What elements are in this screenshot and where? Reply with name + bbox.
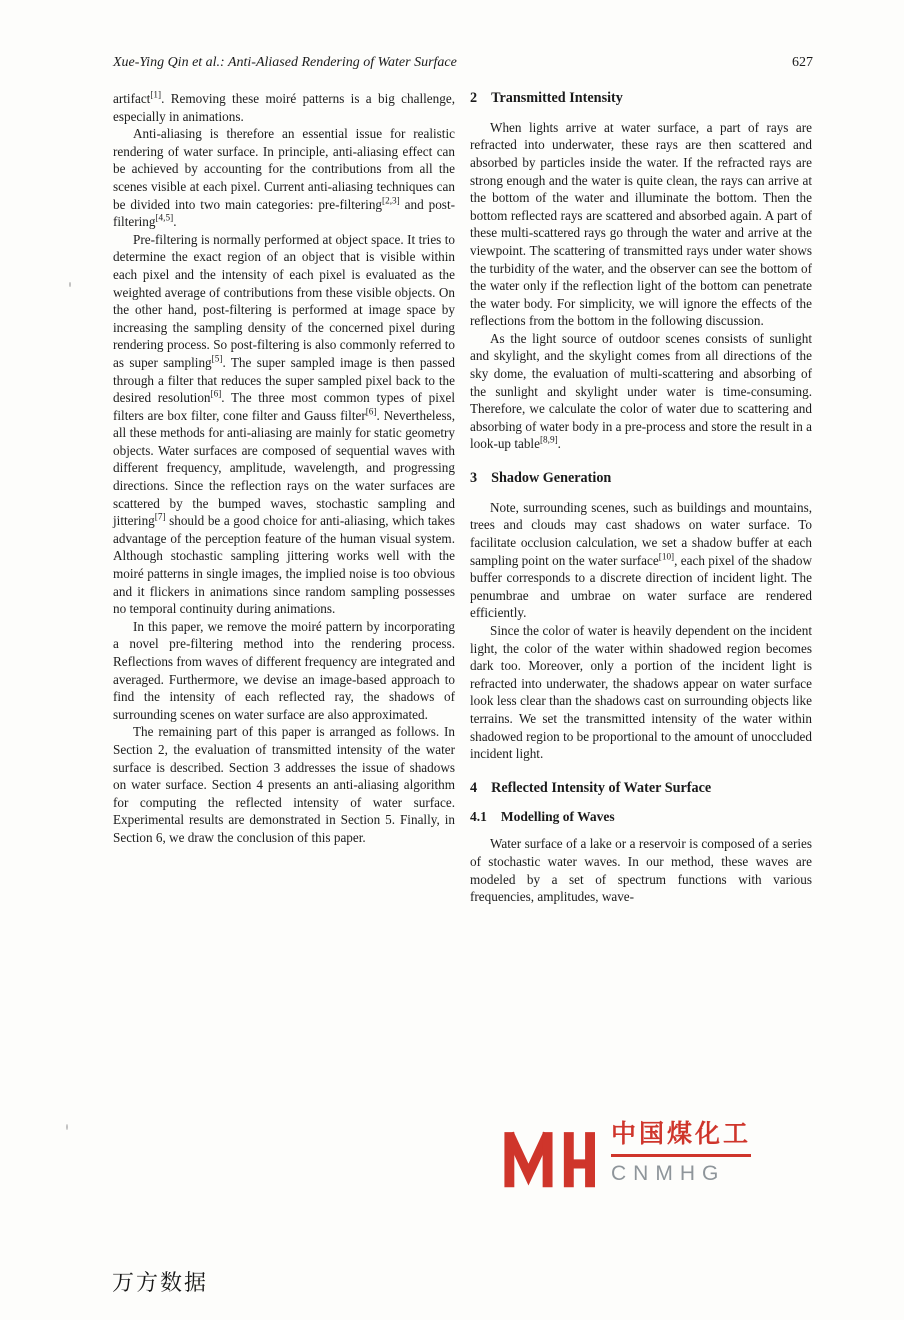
- logo-text-block: [611, 1120, 751, 1184]
- paragraph: Water surface of a lake or a reservoir is composed of a series of stochastic water waves. In our method, these waves are modeled by a set of spectrum functions with various frequencies, amplitudes, wave-: [470, 836, 812, 905]
- right-column: [470, 90, 812, 906]
- wanfang-watermark: 万方数据: [112, 1271, 209, 1296]
- page-number: 627: [792, 55, 813, 70]
- two-column-body: [113, 90, 813, 906]
- coal-chem-logo-icon: [503, 1120, 595, 1198]
- paragraph: The remaining part of this paper is arranged as follows. In Section 2, the evaluation of transmitted intensity of the water surface is described. Section 3 addresses the issue of shadows on water surface. Section 4 presents an anti-aliasing algorithm for computing the reflected intensity of water surface. Experimental results are demonstrated in Section 5. Finally, in Section 6, we draw the conclusion of this paper.: [113, 724, 455, 845]
- logo-latin-text: CNMHG: [611, 1161, 726, 1185]
- paragraph: Pre-filtering is normally performed at object space. It tries to determine the exact region of an object that is visible within each pixel and the intensity of each pixel is evaluated as the weighted average of contributions from these visible objects. On the other hand, post-filtering is performed at image space by increasing the sampling density of the concerned pixel during rendering process. So post-filtering is also commonly referred to as super sampling[5]. The super sampled image is then passed through a filter that reduces the super sampled pixel back to the desired resolution[6]. The three most common types of pixel filters are box filter, cone filter and Gauss filter[6]. Nevertheless, all these methods for anti-aliasing are mainly for static geometry objects. Water surfaces are composed of sequential waves with different frequency, amplitude, wavelength, and progressing directions. Since the reflection rays on the water surfaces are scattered by the bumped waves, stochastic sampling and jittering[7] should be a good choice for anti-aliasing, which takes advantage of the perception feature of the human visual system. Although stochastic sampling jittering works well with the moiré patterns in single images, the implied noise is too obvious and it flickers in animations since random sampling possesses no temporal continuity during animations.: [113, 231, 455, 617]
- paragraph: When lights arrive at water surface, a part of rays are refracted into underwater, these rays are then scattered and absorbed by particles inside the water. If the refracted rays are strong enough and the water is quite clean, the rays can arrive at the bottom of the water and illuminate the bottom. Then the bottom reflected rays are scattered and absorbed again. A part of these multi-scattered rays go through the water and arrive at the viewpoint. The scattering of transmitted rays under water shows the turbidity of the water, and the observer can see the bottom of the water only if the reflection light of the bottom can penetrate the water body. For simplicity, we will ignore the effects of the reflections from the bottom in the following discussion.: [470, 119, 812, 329]
- publisher-logo: [503, 1120, 751, 1198]
- running-header: [113, 56, 813, 70]
- running-title: Xue-Ying Qin et al.: Anti-Aliased Rendering of Water Surface: [113, 55, 457, 70]
- paragraph: As the light source of outdoor scenes consists of sunlight and skylight, and the skylight comes from all directions of the sky dome, the evaluation of multi-scattering and absorbing of the sunlight and skylight under water is time-consuming. Therefore, we calculate the color of water due to scattering and absorbing of water body in a pre-process and store the result in a look-up table[8,9].: [470, 330, 812, 452]
- paragraph: In this paper, we remove the moiré pattern by incorporating a novel pre-filtering method into the rendering process. Reflections from waves of different frequency are integrated and averaged. Furthermore, we devise an image-based approach to find the intensity of each reflected ray, the shadows of surrounding scenes on water surface are also approximated.: [113, 618, 455, 722]
- scan-speck: [66, 1124, 68, 1130]
- section-heading: 2 Transmitted Intensity: [470, 90, 623, 106]
- section-heading: 4 Reflected Intensity of Water Surface: [470, 779, 712, 796]
- paragraph: artifact[1]. Removing these moiré patterns is a big challenge, especially in animations.: [113, 89, 455, 124]
- left-column: [113, 90, 455, 906]
- paragraph: Note, surrounding scenes, such as buildings and mountains, trees and clouds may cast shadows on water surface. To facilitate occlusion calculation, we set a shadow buffer at each sampling point on the water surface[10], each pixel of the shadow buffer corresponds to a discrete direction of incident light. The penumbrae and umbrae on water surface are rendered efficiently.: [470, 499, 812, 621]
- logo-chinese-text: 中国煤化工: [611, 1120, 751, 1157]
- section-heading: 3 Shadow Generation: [470, 470, 612, 487]
- scan-speck: [69, 282, 71, 287]
- paragraph: Since the color of water is heavily dependent on the incident light, the color of the water within shadowed region becomes dark too. Moreover, only a portion of the incident light is refracted into underwater, the shadows appear on water surface look less clear than the shadows cast on surrounding objects like terrains. We set the transmitted intensity of the water within shadowed region to be proportional to the amount of unoccluded incident light.: [470, 622, 812, 762]
- subsection-heading: 4.1 Modelling of Waves: [470, 809, 615, 825]
- paragraph: Anti-aliasing is therefore an essential issue for realistic rendering of water surface. In principle, anti-aliasing effect can be achieved by accounting for the contributions from all the scenes visible at each pixel. Current anti-aliasing techniques can be divided into two main categories: pre-filtering[2,3] and post-filtering[4,5].: [113, 126, 455, 230]
